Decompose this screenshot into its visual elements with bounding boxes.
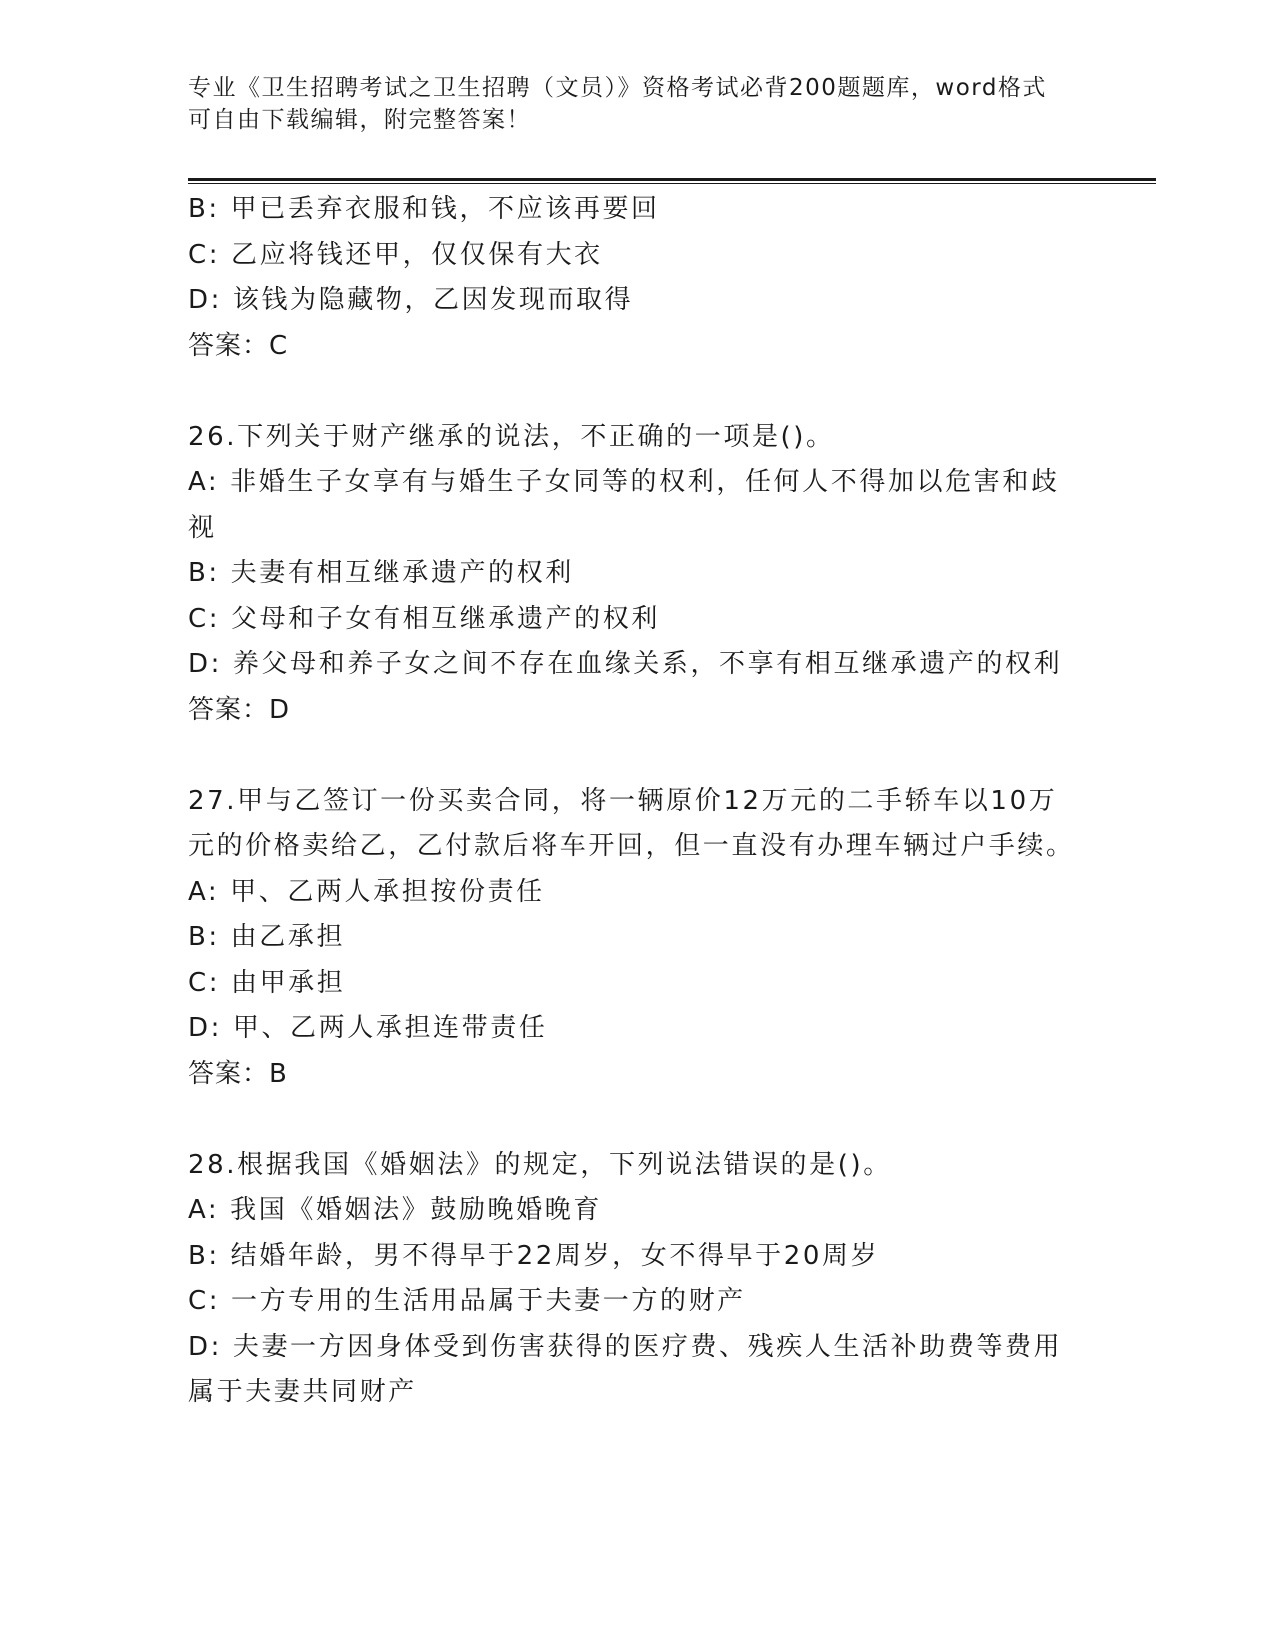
answer-line: 答案：C	[188, 330, 289, 361]
spacer	[188, 369, 1078, 415]
option-b: B: 甲已丢弃衣服和钱，不应该再要回	[188, 194, 660, 224]
question-stem: 27.甲与乙签订一份买卖合同，将一辆原价12万元的二手轿车以10万元的价格卖给乙，乙付款后将车开回，但一直没有办理车辆过户手续。	[188, 785, 1075, 861]
option-c: C: 父母和子女有相互继承遗产的权利	[188, 603, 660, 634]
page-header	[188, 72, 1068, 136]
header-title-line-2: 可自由下载编辑，附完整答案！	[188, 107, 531, 133]
header-divider-thin	[188, 183, 1156, 184]
option-d: D: 甲、乙两人承担连带责任	[188, 1013, 548, 1043]
option-a: A: 非婚生子女享有与婚生子女同等的权利，任何人不得加以危害和歧视	[188, 467, 1060, 543]
option-b: B: 夫妻有相互继承遗产的权利	[188, 558, 574, 588]
spacer	[188, 1097, 1078, 1143]
option-a: A: 我国《婚姻法》鼓励晚婚晚育	[188, 1195, 602, 1225]
option-d: D: 该钱为隐藏物，乙因发现而取得	[188, 285, 634, 315]
option-c: C: 由甲承担	[188, 967, 346, 998]
option-c: C: 乙应将钱还甲，仅仅保有大衣	[188, 239, 603, 270]
header-title-line-1: 专业《卫生招聘考试之卫生招聘（文员）》资格考试必背200题题库，word格式	[188, 75, 1047, 101]
question-block-prev	[188, 187, 1078, 369]
option-b: B: 结婚年龄，男不得早于22周岁，女不得早于20周岁	[188, 1240, 880, 1271]
answer-line: 答案：D	[188, 694, 291, 725]
question-block-26	[188, 415, 1078, 734]
option-a: A: 甲、乙两人承担按份责任	[188, 876, 545, 907]
question-stem: 26.下列关于财产继承的说法，不正确的一项是()。	[188, 421, 835, 452]
question-block-27	[188, 779, 1078, 1098]
question-list	[188, 187, 1078, 1416]
spacer	[188, 733, 1078, 779]
option-d: D: 夫妻一方因身体受到伤害获得的医疗费、残疾人生活补助费等费用属于夫妻共同财产	[188, 1331, 1063, 1407]
option-d: D: 养父母和养子女之间不存在血缘关系，不享有相互继承遗产的权利	[188, 649, 1063, 679]
header-divider-thick	[188, 178, 1156, 181]
option-c: C: 一方专用的生活用品属于夫妻一方的财产	[188, 1286, 746, 1316]
question-stem: 28.根据我国《婚姻法》的规定，下列说法错误的是()。	[188, 1149, 892, 1180]
question-block-28	[188, 1143, 1078, 1416]
option-b: B: 由乙承担	[188, 922, 346, 952]
answer-line: 答案：B	[188, 1058, 288, 1089]
